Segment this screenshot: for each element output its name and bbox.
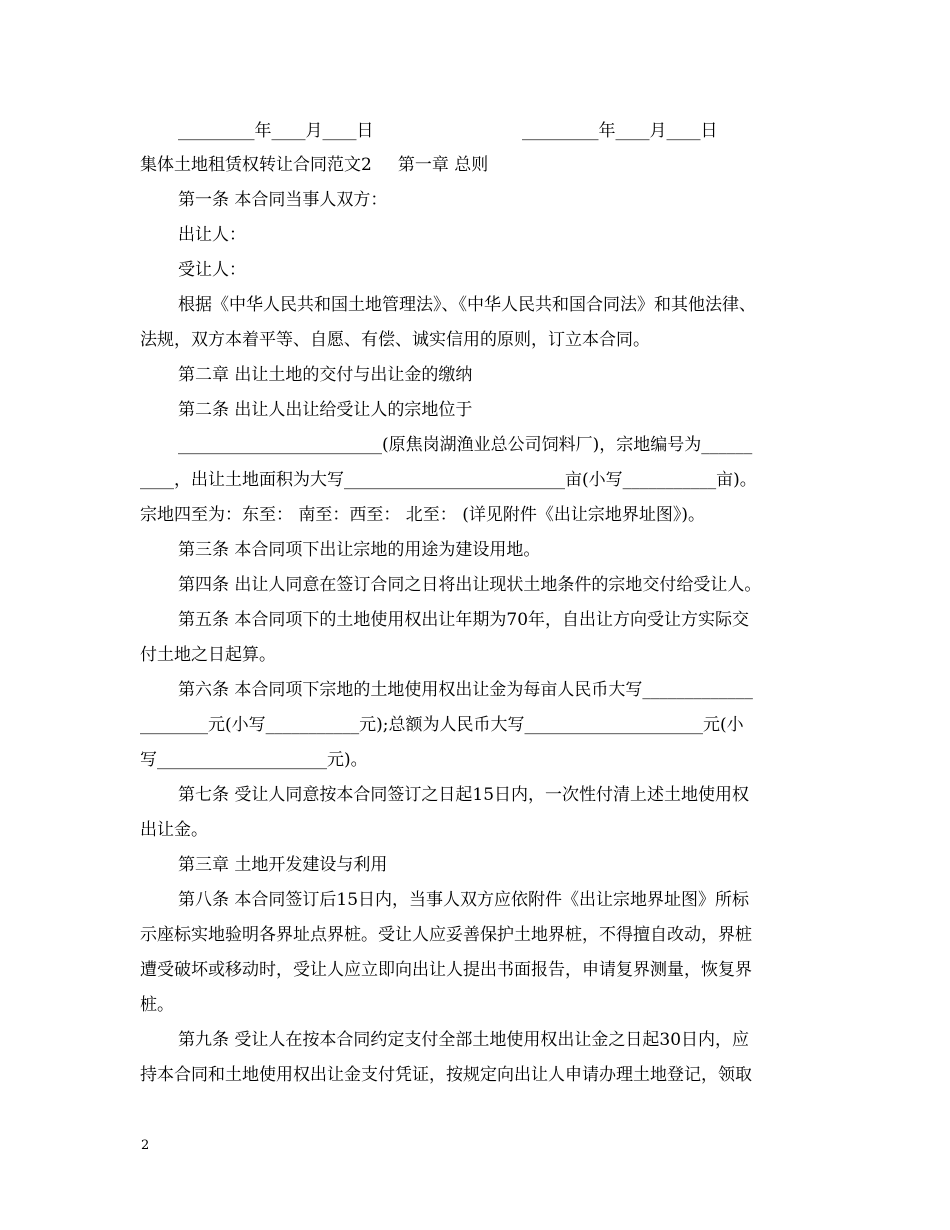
article-3: 第三条 本合同项下出让宗地的用途为建设用地。 <box>178 540 541 560</box>
preamble-line-1: 根据《中华人民共和国土地管理法》、《中华人民共和国合同法》和其他法律、 <box>178 295 756 315</box>
article-6-line-1: 第六条 本合同项下宗地的土地使用权出让金为每亩人民币大写_____________ <box>178 680 753 700</box>
article-8-line-1: 第八条 本合同签订后15日内，当事人双方应依附件《出让宗地界址图》所标 <box>178 890 750 910</box>
page-number: 2 <box>141 1138 150 1153</box>
document-title-line <box>140 155 488 175</box>
signature-date-right: _________年____月____日 <box>522 121 718 141</box>
chapter-heading: 第一章 总则 <box>397 155 489 175</box>
transferee-line: 受让人： <box>178 260 246 280</box>
article-6-line-2: ________元(小写___________元);总额为人民币大写_____________________元(小 <box>140 715 744 735</box>
preamble-line-2: 法规，双方本着平等、自愿、有偿、诚实信用的原则，订立本合同。 <box>140 330 650 350</box>
article-2-line-3: ____，出让土地面积为大写__________________________亩(小写___________亩)。 <box>140 470 757 490</box>
article-5-line-2: 付土地之日起算。 <box>140 645 276 665</box>
signature-date-left: _________年____月____日 <box>178 121 374 141</box>
article-8-line-2: 示座标实地验明各界址点界桩。受让人应妥善保护土地界桩，不得擅自改动，界桩 <box>140 925 752 945</box>
transferor-line: 出让人： <box>178 225 246 245</box>
chapter-3-heading: 第三章 土地开发建设与利用 <box>178 855 388 875</box>
article-8-line-4: 桩。 <box>140 995 174 1015</box>
article-2-line-1: 第二条 出让人出让给受让人的宗地位于 <box>178 400 473 420</box>
article-7-line-2: 出让金。 <box>140 820 208 840</box>
article-2-line-4: 宗地四至为：东至： 南至：西至： 北至： (详见附件《出让宗地界址图》)。 <box>140 505 705 525</box>
article-4: 第四条 出让人同意在签订合同之日将出让现状土地条件的宗地交付给受让人。 <box>178 575 762 595</box>
article-7-line-1: 第七条 受让人同意按本合同签订之日起15日内，一次性付清上述土地使用权 <box>178 785 750 805</box>
article-1: 第一条 本合同当事人双方： <box>178 190 388 210</box>
article-5-line-1: 第五条 本合同项下的土地使用权出让年期为70年，自出让方向受让方实际交 <box>178 610 750 630</box>
article-9-line-2: 持本合同和土地使用权出让金支付凭证，按规定向出让人申请办理土地登记，领取 <box>140 1065 752 1085</box>
article-6-line-3: 写____________________元)。 <box>140 750 368 770</box>
article-2-line-2: ________________________(原焦岗湖渔业总公司饲料厂)，宗地编号为______ <box>178 435 753 455</box>
article-9-line-1: 第九条 受让人在按本合同约定支付全部土地使用权出让金之日起30日内，应 <box>178 1030 750 1050</box>
document-title: 集体土地租赁权转让合同范文2 <box>140 155 372 175</box>
article-8-line-3: 遭受破坏或移动时，受让人应立即向出让人提出书面报告，申请复界测量，恢复界 <box>140 960 752 980</box>
chapter-2-heading: 第二章 出让土地的交付与出让金的缴纳 <box>178 365 473 385</box>
